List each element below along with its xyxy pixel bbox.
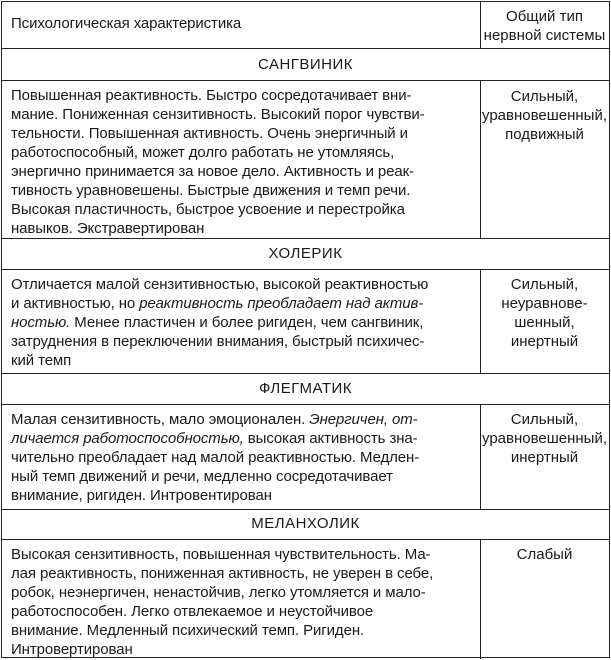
melancholic-description: Высокая сензитивность, повышенная чувствительность. Ма- лая реактивность, пониженная активность, не уверен в себе, робок, неэнергичен, ненастойчив, легко утомляется и мало- работоспособен. Легко отвлекаемое и неустойчивое внимание. Медленный психический темп. Ригиден. Интровертирован bbox=[11, 546, 434, 658]
divider bbox=[2, 80, 609, 81]
temperament-table bbox=[1, 1, 610, 658]
choleric-description: Отличается малой сензитивностью, высокой реактивностью и активностью, но реактивность преобладает над актив- ностью. Менее пластичен и более ригиден, чем сангвиник, затруднения в переключении внимания, быстрый психичес- кий темп bbox=[11, 276, 429, 369]
section-title-melancholic: МЕЛАНХОЛИК bbox=[251, 515, 360, 532]
divider bbox=[2, 404, 609, 405]
section-title-phlegmatic: ФЛЕГМАТИК bbox=[258, 380, 353, 397]
divider bbox=[2, 509, 609, 510]
divider bbox=[2, 373, 609, 374]
divider bbox=[2, 539, 609, 540]
header-characteristic: Психологическая характеристика bbox=[11, 15, 242, 32]
section-title-sanguine: САНГВИНИК bbox=[257, 56, 354, 73]
choleric-type: Сильный, неуравнове- шенный, инертный bbox=[501, 276, 588, 350]
sanguine-type: Сильный, уравновешенный, подвижный bbox=[481, 88, 608, 143]
phlegmatic-description: Малая сензитивность, мало эмоционален. Энергичен, от- личается работоспособностью, высокая активность зна- чительно преобладает над малой реактивностью. Медлен- ный темп движений и речи, медленно сосредотачивает внимание, ригиден. Интровентирован bbox=[11, 411, 420, 504]
melancholic-type: Слабый bbox=[516, 546, 573, 563]
sanguine-description: Повышенная реактивность. Быстро сосредотачивает вни- мание. Пониженная сензитивность. Высокий порог чувстви- тельности. Повышенная активность. Очень энергичный и работоспособный, может долго работать не утомляясь, энергично принимается за новое дело. Активность и реак- тивность уравновешены. Быстрые движения и темп речи. Высокая пластичность, быстрое усвоение и перестройка навыков. Экстравертирован bbox=[11, 87, 425, 237]
divider bbox=[2, 48, 609, 49]
phlegmatic-type: Сильный, уравновешенный, инертный bbox=[481, 411, 608, 466]
section-title-choleric: ХОЛЕРИК bbox=[268, 245, 343, 262]
divider bbox=[2, 238, 609, 239]
header-nervous-type: Общий тип нервной системы bbox=[483, 8, 606, 44]
divider bbox=[2, 269, 609, 270]
